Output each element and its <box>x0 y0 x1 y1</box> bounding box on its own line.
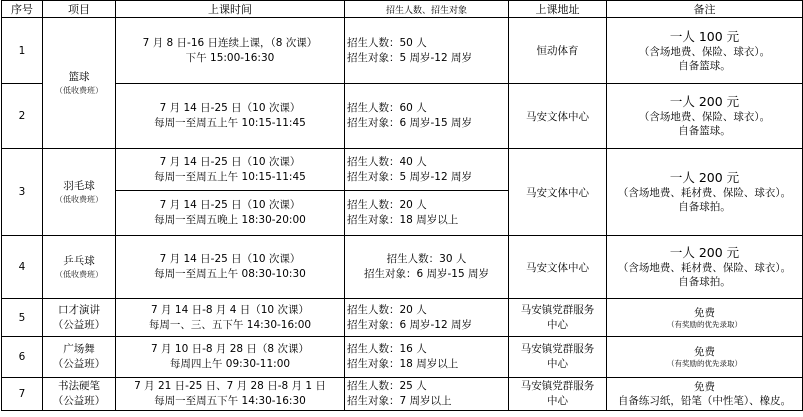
enroll-target: 招生对象：6 周岁-15 周岁 <box>347 117 473 129</box>
time-cell <box>116 378 345 411</box>
row-number: 5 <box>2 299 43 337</box>
header-place: 上课地址 <box>509 1 607 18</box>
time-cell <box>116 191 345 236</box>
row-number: 4 <box>2 236 43 299</box>
header-note: 备注 <box>607 1 803 18</box>
time-cell <box>116 18 345 84</box>
fee-extra: 自备篮球。 <box>678 125 731 137</box>
place-cell: 恒动体育 <box>509 18 607 84</box>
row-number: 3 <box>2 149 43 236</box>
project-cell <box>43 18 116 149</box>
time-cell <box>116 149 345 191</box>
place-cell <box>509 299 607 337</box>
enroll-target: 招生对象：6 周岁-12 周岁 <box>347 318 473 331</box>
header-project: 项目 <box>43 1 116 18</box>
time-cell <box>116 299 345 337</box>
place-cell <box>509 378 607 411</box>
row-number: 7 <box>2 378 43 411</box>
enroll-cell <box>345 149 509 191</box>
project-cell <box>43 149 116 236</box>
time-dates: 7 月 8 日-16 日连续上课，（8 次课） <box>142 36 318 49</box>
enroll-cell <box>345 191 509 236</box>
project-type: （低收费班） <box>55 86 103 95</box>
enroll-count: 招生人数：16 人 <box>347 343 427 355</box>
place-name-cont: 中心 <box>547 395 568 407</box>
header-enroll: 招生人数、招生对象 <box>345 1 509 18</box>
table-row <box>2 378 803 411</box>
fee: 免费 <box>694 381 715 393</box>
header-time: 上课时间 <box>116 1 345 18</box>
enroll-target: 招生对象：7 周岁以上 <box>347 395 452 407</box>
enroll-cell <box>345 236 509 299</box>
enroll-count: 招生人数：50 人 <box>347 36 427 49</box>
time-hours: 下午 15:00-16:30 <box>185 51 275 64</box>
time-dates: 7 月 14 日-25 日（10 次课） <box>159 199 301 211</box>
fee: 免费 <box>694 346 715 358</box>
note-cell <box>607 236 803 299</box>
time-hours: 每周一至周五上午 08:30-10:30 <box>154 268 306 280</box>
fee: 一人 200 元 <box>669 94 740 109</box>
table-row <box>2 149 803 191</box>
time-hours: 每周一至周五上午 10:15-11:45 <box>154 117 306 129</box>
table-row <box>2 18 803 84</box>
enroll-target: 招生对象：5 周岁-12 周岁 <box>347 51 473 64</box>
enroll-target: 招生对象：5 周岁-12 周岁 <box>347 170 473 183</box>
header-row <box>2 1 803 18</box>
project-type: （公益班） <box>52 395 106 407</box>
time-cell <box>116 236 345 299</box>
project-cell <box>43 299 116 337</box>
enroll-cell <box>345 337 509 378</box>
time-cell <box>116 337 345 378</box>
table-row <box>2 84 803 149</box>
table-row <box>2 337 803 378</box>
project-cell <box>43 337 116 378</box>
enroll-count: 招生人数：25 人 <box>347 380 427 392</box>
fee-detail: （含场地费、耗材费、保险、球衣）。 <box>617 262 792 274</box>
place-name: 马安镇党群服务 <box>520 380 595 392</box>
project-type: （低收费班） <box>55 195 103 204</box>
place-cell: 马安文体中心 <box>509 149 607 236</box>
time-hours: 每周一至周五下午 14:30-16:30 <box>154 395 306 407</box>
place-name-cont: 中心 <box>547 318 568 331</box>
time-dates: 7 月 21 日-25 日、7 月 28 日-8 月 1 日 <box>134 380 326 392</box>
enroll-cell <box>345 84 509 149</box>
fee-detail: （含场地费、保险、球衣）。 <box>638 45 771 58</box>
priority-note: （有奖励的优先录取） <box>667 359 742 368</box>
fee: 一人 200 元 <box>669 170 740 185</box>
note-cell <box>607 18 803 84</box>
time-hours: 每周一、三、五下午 14:30-16:00 <box>148 318 312 331</box>
project-type: （低收费班） <box>55 270 103 279</box>
fee: 一人 100 元 <box>669 28 740 44</box>
project-type: （公益班） <box>52 358 106 370</box>
table-row <box>2 299 803 337</box>
project-type: （公益班） <box>52 318 106 331</box>
project-name: 口才演讲 <box>58 303 100 316</box>
enroll-count: 招生人数：30 人 <box>386 253 467 265</box>
place-name: 马安镇党群服务 <box>520 303 595 316</box>
schedule-table <box>1 0 803 411</box>
enroll-count: 招生人数：60 人 <box>347 102 427 114</box>
project-cell <box>43 236 116 299</box>
time-hours: 每周一至周五晚上 18:30-20:00 <box>154 214 306 226</box>
time-cell <box>116 84 345 149</box>
project-name: 羽毛球 <box>63 180 95 192</box>
priority-note: （有奖励的优先录取） <box>667 319 742 329</box>
project-cell <box>43 378 116 411</box>
fee-extra: 自备球拍。 <box>678 201 731 213</box>
enroll-count: 招生人数：20 人 <box>347 199 427 211</box>
note-cell <box>607 337 803 378</box>
time-dates: 7 月 14 日-25 日（10 次课） <box>159 102 301 114</box>
place-cell: 马安文体中心 <box>509 236 607 299</box>
row-number: 1 <box>2 18 43 84</box>
time-dates: 7 月 10 日-8 月 28 日（8 次课） <box>151 343 309 355</box>
time-dates: 7 月 14 日-25 日（10 次课） <box>159 155 301 168</box>
project-name: 书法硬笔 <box>58 380 100 392</box>
project-name: 篮球 <box>68 71 90 83</box>
enroll-target: 招生对象：6 周岁-15 周岁 <box>363 268 489 280</box>
place-cell <box>509 337 607 378</box>
project-name: 乒乓球 <box>63 255 95 267</box>
enroll-cell <box>345 299 509 337</box>
note-cell <box>607 378 803 411</box>
table-row <box>2 236 803 299</box>
note-cell <box>607 149 803 236</box>
row-number: 2 <box>2 84 43 149</box>
enroll-target: 招生对象：18 周岁以上 <box>347 358 459 370</box>
row-number: 6 <box>2 337 43 378</box>
time-hours: 每周一至周五上午 10:15-11:45 <box>154 170 306 183</box>
fee-extra: 自备篮球。 <box>678 59 731 72</box>
fee: 一人 200 元 <box>669 245 740 260</box>
place-name-cont: 中心 <box>547 358 568 370</box>
place-cell: 马安文体中心 <box>509 84 607 149</box>
fee-extra: 自备球拍。 <box>678 276 731 288</box>
place-name: 马安镇党群服务 <box>520 343 595 355</box>
time-dates: 7 月 14 日-25 日（10 次课） <box>159 253 301 265</box>
note-cell <box>607 299 803 337</box>
enroll-count: 招生人数：40 人 <box>347 155 427 168</box>
enroll-cell <box>345 378 509 411</box>
note-cell <box>607 84 803 149</box>
enroll-target: 招生对象：18 周岁以上 <box>347 214 459 226</box>
time-hours: 每周四上午 09:30-11:00 <box>169 358 291 370</box>
enroll-cell <box>345 18 509 84</box>
header-no: 序号 <box>2 1 43 18</box>
time-dates: 7 月 14 日-8 月 4 日（10 次课） <box>151 303 309 316</box>
enroll-count: 招生人数：20 人 <box>347 303 427 316</box>
fee-detail: （含场地费、耗材费、保险、球衣）。 <box>617 187 792 199</box>
project-name: 广场舞 <box>63 343 95 355</box>
fee-detail: 自备练习纸，铅笔（中性笔）、橡皮。 <box>617 395 792 407</box>
fee: 免费 <box>694 306 715 319</box>
fee-detail: （含场地费、保险、球衣）。 <box>638 111 771 123</box>
